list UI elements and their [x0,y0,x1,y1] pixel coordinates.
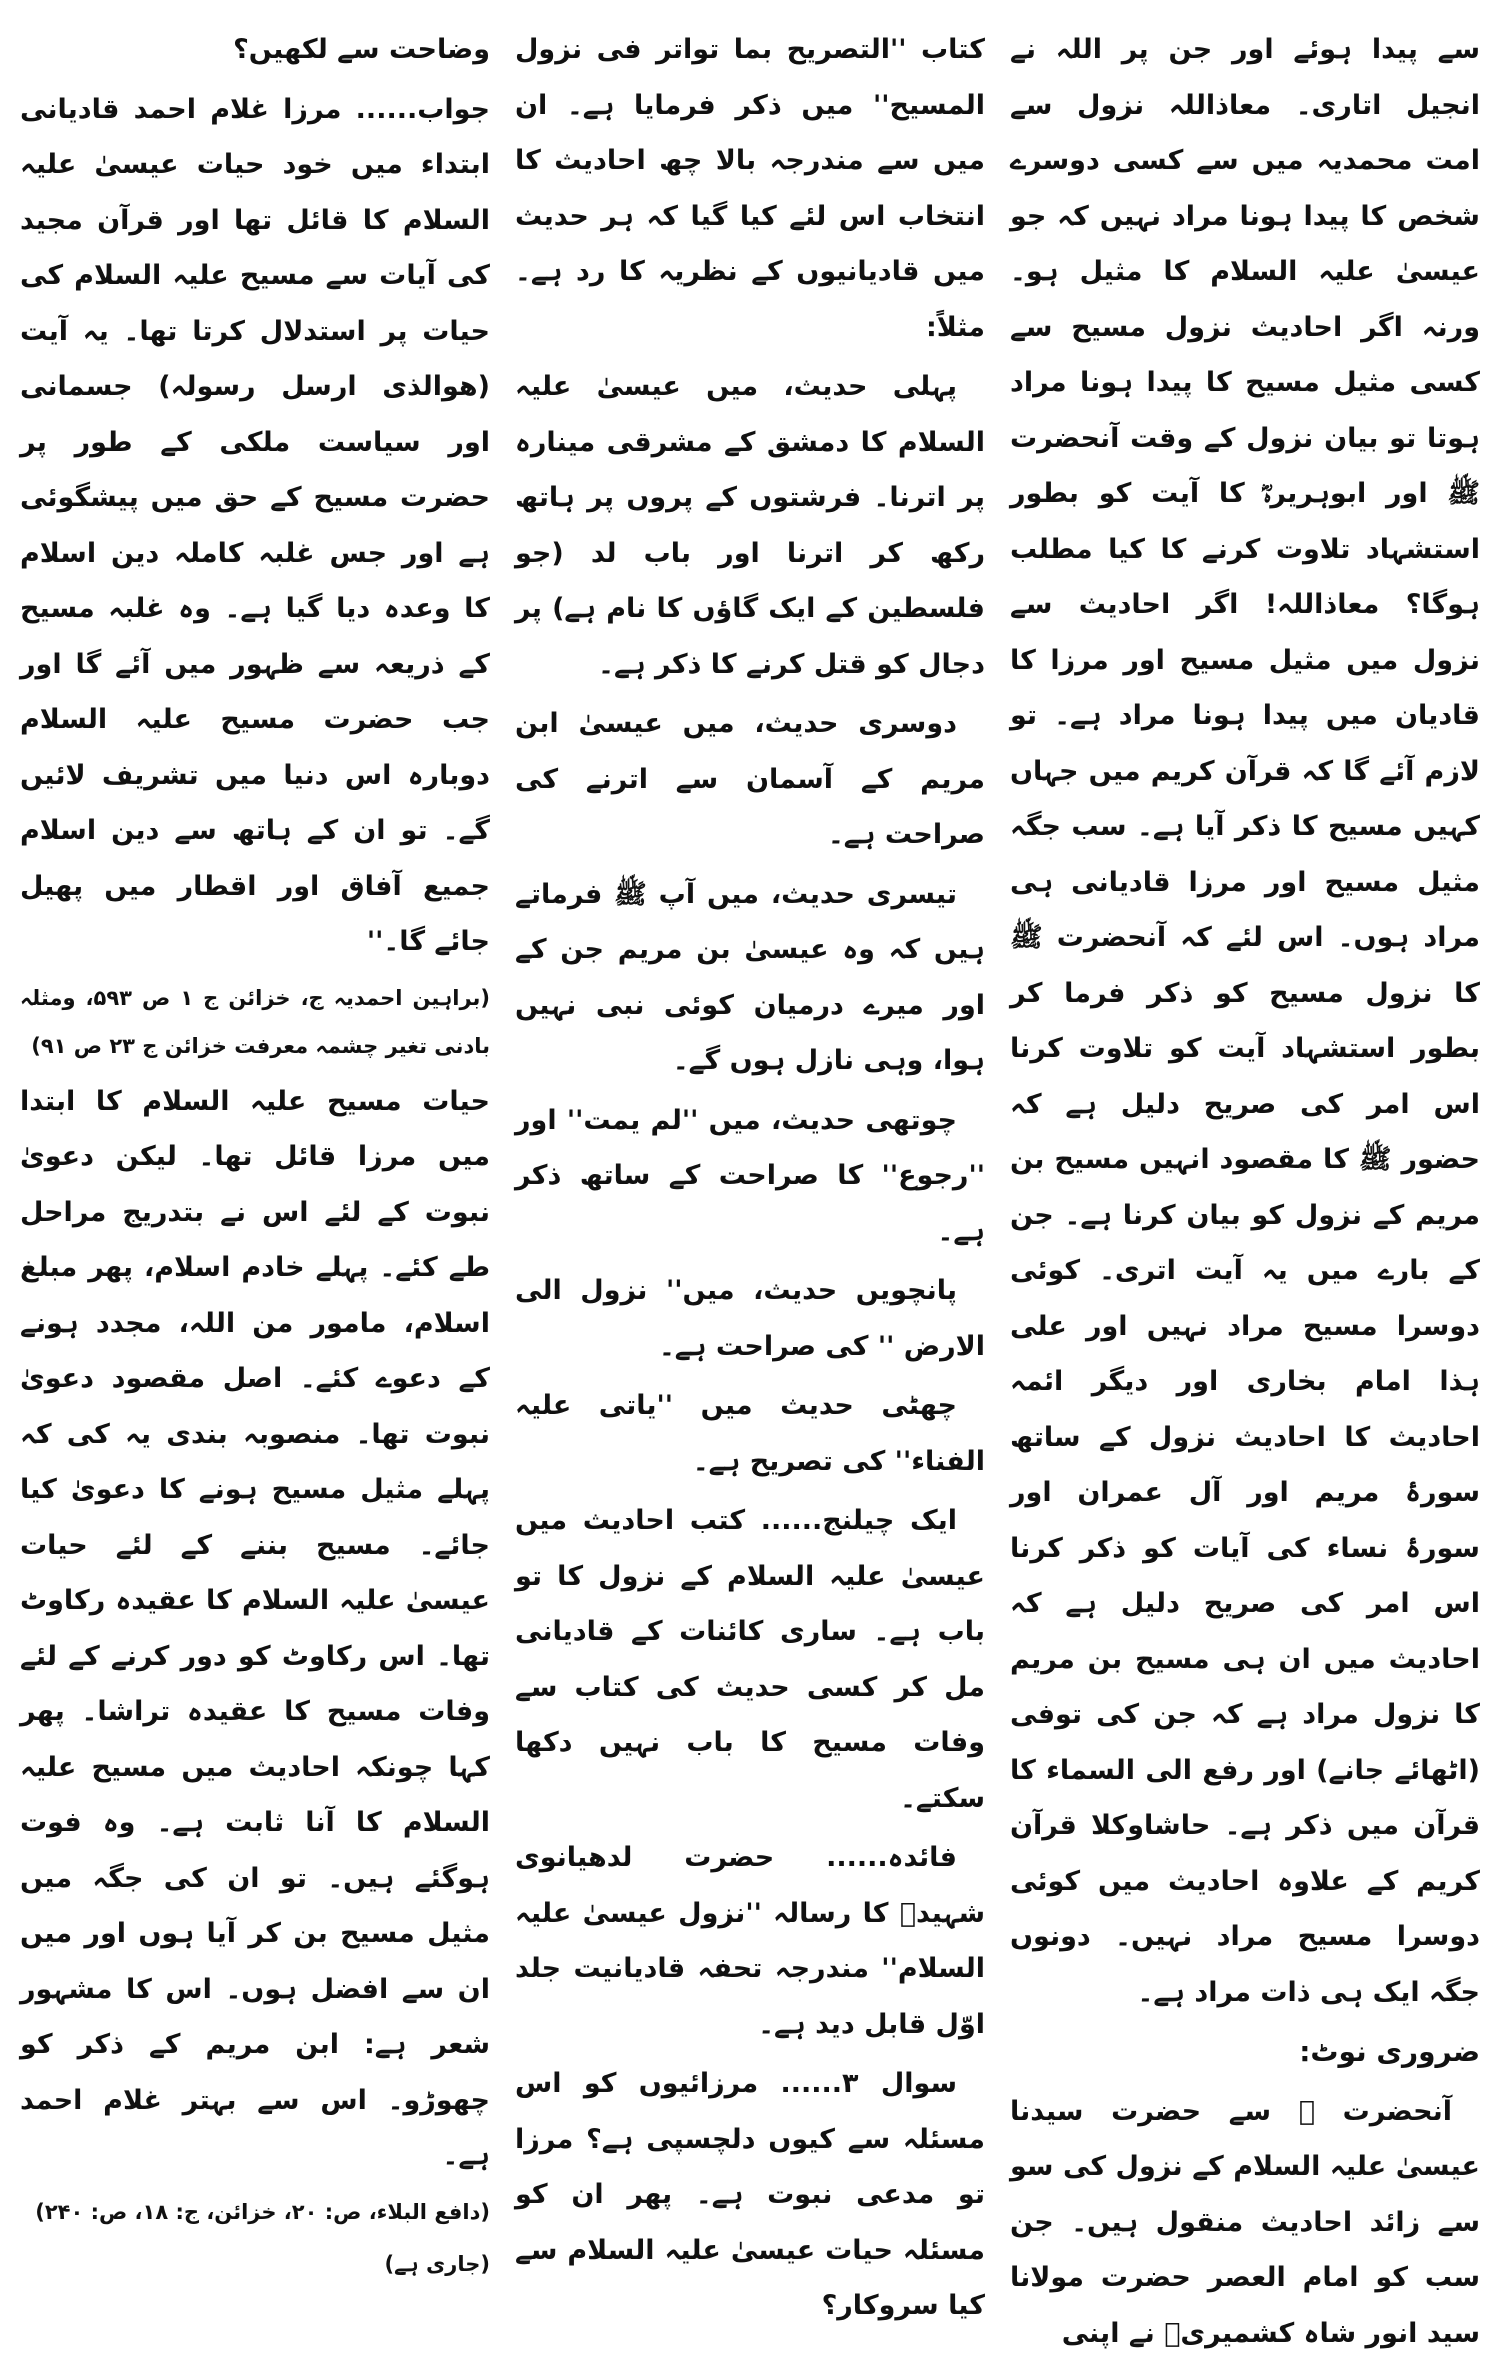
paragraph: کتاب ''التصریح بما تواتر فی نزول المسیح'' میں ذکر فرمایا ہے۔ ان میں سے مندرجہ بالا چھ احادیث کا انتخاب اس لئے کیا گیا کہ ہر حدیث میں قادیانیوں کے نظریہ کا رد ہے۔ مثلاً: [515,22,985,355]
paragraph: وضاحت سے لکھیں؟ [20,22,490,78]
left-column [20,22,490,2182]
paragraph: سوال ۳...... مرزائیوں کو اس مسئلہ سے کیوں دلچسپی ہے؟ مرزا تو مدعی نبوت ہے۔ پھر ان کو مسئلہ حیات عیسیٰ علیہ السلام سے کیا سروکار؟ [515,2056,985,2334]
paragraph: چوتھی حدیث، میں ''لم یمت'' اور ''رجوع'' کا صراحت کے ساتھ ذکر ہے۔ [515,1093,985,1260]
right-column [1010,22,1480,2182]
paragraph: دوسری حدیث، میں عیسیٰ ابن مریم کے آسمان سے اترنے کی صراحت ہے۔ [515,696,985,863]
paragraph: حیات مسیح علیہ السلام کا ابتدا میں مرزا قائل تھا۔ لیکن دعویٰ نبوت کے لئے اس نے بتدریج مراحل طے کئے۔ پہلے خادم اسلام، پھر مبلغ اسلام، مامور من اللہ، مجدد ہونے کے دعوے کئے۔ اصل مقصود دعویٰ نبوت تھا۔ منصوبہ بندی یہ کی کہ پہلے مثیل مسیح ہونے کا دعویٰ کیا جائے۔ مسیح بننے کے لئے حیات عیسیٰ علیہ السلام کا عقیدہ رکاوٹ تھا۔ اس رکاوٹ کو دور کرنے کے لئے وفات مسیح کا عقیدہ تراشا۔ پھر کہا چونکہ احادیث میں مسیح علیہ السلام کا آنا ثابت ہے۔ وہ فوت ہوگئے ہیں۔ تو ان کی جگہ میں مثیل مسیح بن کر آیا ہوں اور میں ان سے افضل ہوں۔ اس کا مشہور شعر ہے: ابن مریم کے ذکر کو چھوڑو۔ اس سے بہتر غلام احمد ہے۔ [20,1074,490,2184]
paragraph: تیسری حدیث، میں آپ ﷺ فرماتے ہیں کہ وہ عیسیٰ بن مریم جن کے اور میرے درمیان کوئی نبی نہیں ہوا، وہی نازل ہوں گے۔ [515,867,985,1089]
middle-column [515,22,985,2182]
paragraph: چھٹی حدیث میں ''یاتی علیہ الفناء'' کی تصریح ہے۔ [515,1378,985,1489]
paragraph: فائدہ...... حضرت لدھیانوی شہیدؒ کا رسالہ ''نزول عیسیٰ علیہ السلام'' مندرجہ تحفہ قادیانیت جلد اوّل قابل دید ہے۔ [515,1830,985,2052]
paragraph: آنحضرت ﷺ سے حضرت سیدنا عیسیٰ علیہ السلام کے نزول کی سو سے زائد احادیث منقول ہیں۔ جن سب کو امام العصر حضرت مولانا سید انور شاہ کشمیریؒ نے اپنی [1010,2084,1480,2361]
reference-citation: (براہین احمدیہ ج، خزائن ج ۱ ص ۵۹۳، ومثلہ بادنی تغیر چشمہ معرفت خزائن ج ۲۳ ص ۹۱) [20,974,490,1070]
continued-note: (جاری ہے) [20,2240,490,2288]
section-heading: ضروری نوٹ: [1010,2024,1480,2080]
paragraph: جواب...... مرزا غلام احمد قادیانی ابتداء میں خود حیات عیسیٰ علیہ السلام کا قائل تھا اور قرآن مجید کی آیات سے مسیح علیہ السلام کی حیات پر استدلال کرتا تھا۔ یہ آیت (ھوالذی ارسل رسولہ) جسمانی اور سیاست ملکی کے طور پر حضرت مسیح کے حق میں پیشگوئی ہے اور جس غلبہ کاملہ دین اسلام کا وعدہ دیا گیا ہے۔ وہ غلبہ مسیح کے ذریعہ سے ظہور میں آئے گا اور جب حضرت مسیح علیہ السلام دوبارہ اس دنیا میں تشریف لائیں گے۔ تو ان کے ہاتھ سے دین اسلام جمیع آفاق اور اقطار میں پھیل جائے گا۔'' [20,82,490,970]
paragraph: پانچویں حدیث، میں'' نزول الی الارض '' کی صراحت ہے۔ [515,1263,985,1374]
reference-citation: (دافع البلاء، ص: ۲۰، خزائن، ج: ۱۸، ص: ۲۴۰) [20,2188,490,2236]
paragraph: ایک چیلنج...... کتب احادیث میں عیسیٰ علیہ السلام کے نزول کا تو باب ہے۔ ساری کائنات کے قادیانی مل کر کسی حدیث کی کتاب سے وفات مسیح کا باب نہیں دکھا سکتے۔ [515,1493,985,1826]
paragraph: پہلی حدیث، میں عیسیٰ علیہ السلام کا دمشق کے مشرقی مینارہ پر اترنا۔ فرشتوں کے پروں پر ہاتھ رکھ کر اترنا اور باب لد (جو فلسطین کے ایک گاؤں کا نام ہے) پر دجال کو قتل کرنے کا ذکر ہے۔ [515,359,985,692]
paragraph: سے پیدا ہوئے اور جن پر اللہ نے انجیل اتاری۔ معاذاللہ نزول سے امت محمدیہ میں سے کسی دوسرے شخص کا پیدا ہونا مراد نہیں کہ جو عیسیٰ علیہ السلام کا مثیل ہو۔ ورنہ اگر احادیث نزول مسیح سے کسی مثیل مسیح کا پیدا ہونا مراد ہوتا تو بیان نزول کے وقت آنحضرت ﷺ اور ابوہریرہؓ کا آیت کو بطور استشہاد تلاوت کرنے کا کیا مطلب ہوگا؟ معاذاللہ! اگر احادیث سے نزول میں مثیل مسیح اور مرزا کا قادیان میں پیدا ہونا مراد ہے۔ تو لازم آئے گا کہ قرآن کریم میں جہاں کہیں مسیح کا ذکر آیا ہے۔ سب جگہ مثیل مسیح اور مرزا قادیانی ہی مراد ہوں۔ اس لئے کہ آنحضرت ﷺ کا نزول مسیح کو ذکر فرما کر بطور استشہاد آیت کو تلاوت کرنا اس امر کی صریح دلیل ہے کہ حضور ﷺ کا مقصود انہیں مسیح بن مریم کے نزول کو بیان کرنا ہے۔ جن کے بارے میں یہ آیت اتری۔ کوئی دوسرا مسیح مراد نہیں اور علی ہذا امام بخاری اور دیگر ائمہ احادیث کا احادیث نزول کے ساتھ سورۂ مریم اور آل عمران اور سورۂ نساء کی آیات کو ذکر کرنا اس امر کی صریح دلیل ہے کہ احادیث میں ان ہی مسیح بن مریم کا نزول مراد ہے کہ جن کی توفی (اٹھائے جانے) اور رفع الی السماء کا قرآن میں ذکر ہے۔ حاشاوکلا قرآن کریم کے علاوہ احادیث میں کوئی دوسرا مسیح مراد نہیں۔ دونوں جگہ ایک ہی ذات مراد ہے۔ [1010,22,1480,2020]
